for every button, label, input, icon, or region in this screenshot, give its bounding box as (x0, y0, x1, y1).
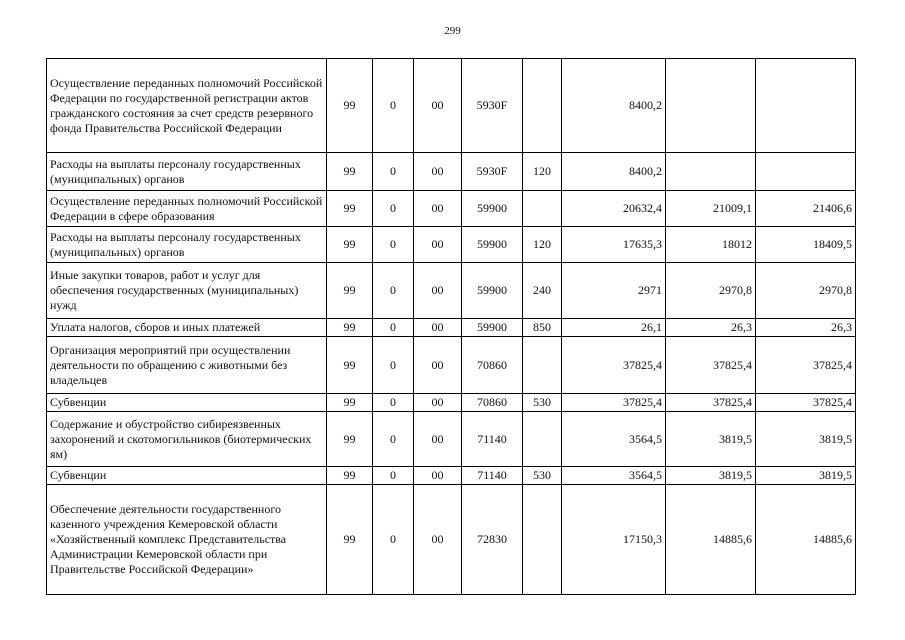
code-expense-type: 850 (523, 319, 562, 337)
row-name: Иные закупки товаров, работ и услуг для обеспечения государственных (муниципальных) нужд (47, 263, 327, 319)
amount-year-3: 3819,5 (756, 412, 856, 467)
amount-year-2: 21009,1 (666, 191, 756, 227)
amount-year-3: 26,3 (756, 319, 856, 337)
code-pp: 0 (373, 59, 414, 153)
row-name: Субвенции (47, 467, 327, 485)
code-om: 00 (414, 467, 462, 485)
code-om: 00 (414, 394, 462, 412)
code-gp: 99 (327, 263, 373, 319)
amount-year-2: 37825,4 (666, 394, 756, 412)
code-pp: 0 (373, 485, 414, 595)
amount-year-1: 37825,4 (562, 394, 666, 412)
amount-year-2 (666, 59, 756, 153)
amount-year-3: 14885,6 (756, 485, 856, 595)
code-direction: 59900 (462, 227, 523, 263)
amount-year-3 (756, 153, 856, 191)
code-expense-type: 240 (523, 263, 562, 319)
amount-year-3: 3819,5 (756, 467, 856, 485)
table-row (47, 337, 856, 394)
code-gp: 99 (327, 227, 373, 263)
code-gp: 99 (327, 319, 373, 337)
amount-year-1: 3564,5 (562, 412, 666, 467)
row-name: Расходы на выплаты персоналу государственных (муниципальных) органов (47, 153, 327, 191)
amount-year-2: 26,3 (666, 319, 756, 337)
code-expense-type: 120 (523, 227, 562, 263)
page-number: 299 (444, 25, 461, 37)
row-name: Расходы на выплаты персоналу государственных (муниципальных) органов (47, 227, 327, 263)
code-expense-type (523, 337, 562, 394)
amount-year-3: 21406,6 (756, 191, 856, 227)
amount-year-2: 18012 (666, 227, 756, 263)
code-gp: 99 (327, 337, 373, 394)
code-gp: 99 (327, 394, 373, 412)
amount-year-3: 37825,4 (756, 337, 856, 394)
code-pp: 0 (373, 263, 414, 319)
amount-year-3 (756, 59, 856, 153)
code-pp: 0 (373, 319, 414, 337)
row-name: Содержание и обустройство сибиреязвенных захоронений и скотомогильников (биотермических ям) (47, 412, 327, 467)
code-om: 00 (414, 485, 462, 595)
amount-year-2: 14885,6 (666, 485, 756, 595)
amount-year-3: 37825,4 (756, 394, 856, 412)
amount-year-2: 37825,4 (666, 337, 756, 394)
code-gp: 99 (327, 412, 373, 467)
code-pp: 0 (373, 467, 414, 485)
code-om: 00 (414, 412, 462, 467)
table-row (47, 394, 856, 412)
code-direction: 59900 (462, 191, 523, 227)
table-row (47, 467, 856, 485)
code-om: 00 (414, 153, 462, 191)
amount-year-2: 3819,5 (666, 467, 756, 485)
table-row (47, 485, 856, 595)
code-expense-type (523, 191, 562, 227)
row-name: Организация мероприятий при осуществлении деятельности по обращению с животными без владельцев (47, 337, 327, 394)
code-expense-type (523, 59, 562, 153)
code-gp: 99 (327, 191, 373, 227)
table-row (47, 319, 856, 337)
table-row (47, 263, 856, 319)
code-gp: 99 (327, 59, 373, 153)
code-direction: 59900 (462, 319, 523, 337)
amount-year-1: 17150,3 (562, 485, 666, 595)
amount-year-1: 8400,2 (562, 59, 666, 153)
row-name: Обеспечение деятельности государственного казенного учреждения Кемеровской области «Хозяйственный комплекс Представительства Администрации Кемеровской области при Правительстве Российской Федерации» (47, 485, 327, 595)
code-gp: 99 (327, 467, 373, 485)
code-om: 00 (414, 337, 462, 394)
code-pp: 0 (373, 191, 414, 227)
amount-year-3: 18409,5 (756, 227, 856, 263)
amount-year-1: 37825,4 (562, 337, 666, 394)
code-pp: 0 (373, 153, 414, 191)
code-om: 00 (414, 59, 462, 153)
amount-year-1: 3564,5 (562, 467, 666, 485)
code-expense-type (523, 485, 562, 595)
code-expense-type: 120 (523, 153, 562, 191)
table-row (47, 59, 856, 153)
code-direction: 5930F (462, 153, 523, 191)
code-direction: 59900 (462, 263, 523, 319)
code-gp: 99 (327, 153, 373, 191)
amount-year-1: 20632,4 (562, 191, 666, 227)
code-direction: 71140 (462, 467, 523, 485)
code-direction: 72830 (462, 485, 523, 595)
code-pp: 0 (373, 337, 414, 394)
code-direction: 70860 (462, 394, 523, 412)
amount-year-2 (666, 153, 756, 191)
amount-year-1: 2971 (562, 263, 666, 319)
code-expense-type (523, 412, 562, 467)
code-pp: 0 (373, 394, 414, 412)
row-name: Осуществление переданных полномочий Российской Федерации по государственной регистрации актов гражданского состояния за счет средств резервного фонда Правительства Российской Федерации (47, 59, 327, 153)
row-name: Осуществление переданных полномочий Российской Федерации в сфере образования (47, 191, 327, 227)
table-row (47, 191, 856, 227)
code-pp: 0 (373, 227, 414, 263)
code-gp: 99 (327, 485, 373, 595)
amount-year-1: 8400,2 (562, 153, 666, 191)
row-name: Субвенции (47, 394, 327, 412)
code-direction: 71140 (462, 412, 523, 467)
code-om: 00 (414, 319, 462, 337)
code-expense-type: 530 (523, 394, 562, 412)
row-name: Уплата налогов, сборов и иных платежей (47, 319, 327, 337)
amount-year-3: 2970,8 (756, 263, 856, 319)
amount-year-2: 3819,5 (666, 412, 756, 467)
table-row (47, 153, 856, 191)
code-direction: 70860 (462, 337, 523, 394)
code-om: 00 (414, 227, 462, 263)
code-expense-type: 530 (523, 467, 562, 485)
code-om: 00 (414, 191, 462, 227)
table-row (47, 412, 856, 467)
amount-year-1: 17635,3 (562, 227, 666, 263)
amount-year-2: 2970,8 (666, 263, 756, 319)
code-om: 00 (414, 263, 462, 319)
amount-year-1: 26,1 (562, 319, 666, 337)
code-pp: 0 (373, 412, 414, 467)
table-row (47, 227, 856, 263)
budget-table (46, 58, 856, 595)
code-direction: 5930F (462, 59, 523, 153)
